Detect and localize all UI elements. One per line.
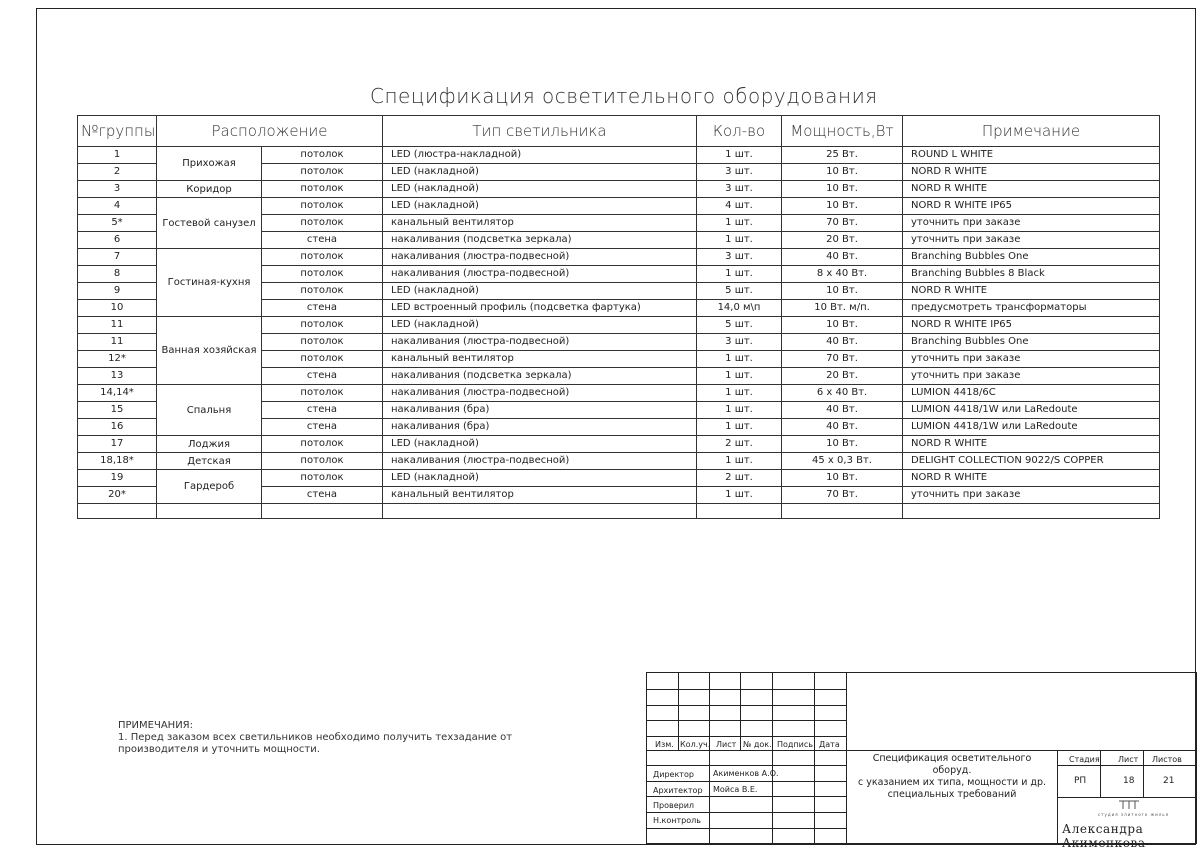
fixture-type-cell: LED (накладной)	[383, 436, 697, 453]
quantity-cell: 1 шт.	[697, 453, 782, 470]
quantity-cell: 4 шт.	[697, 198, 782, 215]
quantity-cell: 2 шт.	[697, 470, 782, 487]
power-cell: 10 Вт. м/п.	[782, 300, 903, 317]
placement-cell: потолок	[262, 334, 383, 351]
fixture-type-cell: LED (люстра-накладной)	[383, 147, 697, 164]
sheet-label: Лист	[1118, 755, 1139, 764]
quantity-cell: 1 шт.	[697, 487, 782, 504]
notes-heading: ПРИМЕЧАНИЯ:	[118, 720, 193, 731]
quantity-cell: 1 шт.	[697, 232, 782, 249]
group-number-cell: 16	[78, 419, 157, 436]
quantity-cell: 5 шт.	[697, 317, 782, 334]
note-cell: LUMION 4418/1W или LaRedoute	[903, 402, 1160, 419]
power-cell: 20 Вт.	[782, 232, 903, 249]
stamp-col-label: Дата	[819, 740, 840, 749]
stamp-grid-line	[846, 750, 1197, 751]
stamp-grid-line	[646, 796, 846, 797]
stamp-col-label: Лист	[716, 740, 737, 749]
note-cell: LUMION 4418/6C	[903, 385, 1160, 402]
power-cell: 10 Вт.	[782, 436, 903, 453]
group-number-cell: 12*	[78, 351, 157, 368]
power-cell: 40 Вт.	[782, 402, 903, 419]
stamp-name-director: Акименков А.О.	[713, 769, 779, 778]
quantity-cell: 1 шт.	[697, 147, 782, 164]
quantity-cell: 2 шт.	[697, 436, 782, 453]
page-title: Спецификация осветительного оборудования	[370, 84, 878, 108]
fixture-type-cell: накаливания (люстра-подвесной)	[383, 249, 697, 266]
header-quantity: Кол-во	[697, 116, 782, 147]
group-number-cell: 13	[78, 368, 157, 385]
stamp-role-director: Директор	[653, 770, 694, 779]
group-number-cell: 11	[78, 317, 157, 334]
stamp-grid-line	[646, 750, 846, 751]
power-cell: 40 Вт.	[782, 419, 903, 436]
note-cell: NORD R WHITE	[903, 436, 1160, 453]
location-cell: Спальня	[157, 385, 262, 436]
placement-cell: потолок	[262, 266, 383, 283]
note-cell: LUMION 4418/1W или LaRedoute	[903, 419, 1160, 436]
studio-name: Александра Акименкова	[1062, 822, 1146, 850]
header-power: Мощность,Вт	[782, 116, 903, 147]
stamp-grid-line	[646, 812, 846, 813]
quantity-cell: 3 шт.	[697, 181, 782, 198]
group-number-cell: 5*	[78, 215, 157, 232]
location-cell: Прихожая	[157, 147, 262, 181]
quantity-cell: 1 шт.	[697, 266, 782, 283]
stamp-grid-line	[646, 689, 846, 690]
stamp-description	[852, 753, 1052, 801]
empty-cell	[157, 504, 262, 519]
stamp-grid-line	[772, 672, 773, 750]
note-cell: NORD R WHITE	[903, 164, 1160, 181]
note-cell: NORD R WHITE	[903, 470, 1160, 487]
stamp-grid-line	[772, 750, 773, 844]
group-number-cell: 15	[78, 402, 157, 419]
table-row	[78, 385, 1160, 402]
group-number-cell: 19	[78, 470, 157, 487]
header-group-num: №группы	[78, 116, 157, 147]
location-cell: Гостевой санузел	[157, 198, 262, 249]
table-row	[78, 317, 1160, 334]
table-row	[78, 436, 1160, 453]
stamp-role-ncontrol: Н.контроль	[653, 816, 701, 825]
stage-label: Стадия	[1069, 755, 1100, 764]
placement-cell: потолок	[262, 215, 383, 232]
placement-cell: стена	[262, 300, 383, 317]
fixture-type-cell: канальный вентилятор	[383, 351, 697, 368]
placement-cell: потолок	[262, 283, 383, 300]
stamp-col-label: № док.	[743, 740, 772, 749]
group-number-cell: 3	[78, 181, 157, 198]
placement-cell: стена	[262, 402, 383, 419]
group-number-cell: 1	[78, 147, 157, 164]
note-cell: предусмотреть трансформаторы	[903, 300, 1160, 317]
stamp-grid-line	[1057, 797, 1197, 798]
location-cell: Лоджия	[157, 436, 262, 453]
placement-cell: потолок	[262, 351, 383, 368]
note-cell: NORD R WHITE	[903, 181, 1160, 198]
power-cell: 10 Вт.	[782, 317, 903, 334]
stamp-grid-line	[709, 750, 710, 844]
placement-cell: стена	[262, 368, 383, 385]
placement-cell: стена	[262, 232, 383, 249]
power-cell: 70 Вт.	[782, 487, 903, 504]
sheets-label: Листов	[1152, 755, 1182, 764]
stamp-grid-line	[646, 765, 846, 766]
stamp-col-label: Подпись	[777, 740, 813, 749]
quantity-cell: 1 шт.	[697, 215, 782, 232]
group-number-cell: 11	[78, 334, 157, 351]
group-number-cell: 18,18*	[78, 453, 157, 470]
quantity-cell: 1 шт.	[697, 419, 782, 436]
power-cell: 25 Вт.	[782, 147, 903, 164]
location-cell: Гостиная-кухня	[157, 249, 262, 317]
fixture-type-cell: накаливания (бра)	[383, 402, 697, 419]
power-cell: 10 Вт.	[782, 470, 903, 487]
stamp-grid-line	[1057, 765, 1197, 766]
note-cell: уточнить при заказе	[903, 232, 1160, 249]
studio-tagline: студия элитного жилья	[1098, 812, 1170, 817]
header-note: Примечание	[903, 116, 1160, 147]
fixture-type-cell: LED (накладной)	[383, 283, 697, 300]
stamp-grid-line	[709, 672, 710, 750]
power-cell: 40 Вт.	[782, 334, 903, 351]
note-cell: уточнить при заказе	[903, 368, 1160, 385]
quantity-cell: 3 шт.	[697, 164, 782, 181]
placement-cell: потолок	[262, 164, 383, 181]
placement-cell: потолок	[262, 385, 383, 402]
group-number-cell: 4	[78, 198, 157, 215]
stamp-grid-line	[646, 705, 846, 706]
fixture-type-cell: канальный вентилятор	[383, 487, 697, 504]
stamp-description-line: Спецификация осветительного оборуд.	[872, 753, 1032, 776]
fixture-type-cell: накаливания (люстра-подвесной)	[383, 453, 697, 470]
power-cell: 20 Вт.	[782, 368, 903, 385]
power-cell: 6 x 40 Вт.	[782, 385, 903, 402]
stamp-grid-line	[814, 750, 815, 844]
placement-cell: потолок	[262, 198, 383, 215]
placement-cell: потолок	[262, 453, 383, 470]
placement-cell: стена	[262, 487, 383, 504]
table-row-empty	[78, 504, 1160, 519]
placement-cell: потолок	[262, 249, 383, 266]
placement-cell: потолок	[262, 470, 383, 487]
placement-cell: стена	[262, 419, 383, 436]
stamp-name-architect: Мойса В.Е.	[713, 785, 758, 794]
placement-cell: потолок	[262, 436, 383, 453]
sheets-value: 21	[1163, 776, 1175, 786]
location-cell: Коридор	[157, 181, 262, 198]
power-cell: 10 Вт.	[782, 164, 903, 181]
notes-block	[118, 720, 512, 756]
fixture-type-cell: накаливания (люстра-подвесной)	[383, 266, 697, 283]
fixture-type-cell: накаливания (подсветка зеркала)	[383, 368, 697, 385]
group-number-cell: 2	[78, 164, 157, 181]
empty-cell	[262, 504, 383, 519]
power-cell: 70 Вт.	[782, 351, 903, 368]
table-row	[78, 181, 1160, 198]
header-fixture-type: Тип светильника	[383, 116, 697, 147]
note-cell: ROUND L WHITE	[903, 147, 1160, 164]
studio-logo-icon	[1118, 800, 1140, 810]
group-number-cell: 8	[78, 266, 157, 283]
quantity-cell: 1 шт.	[697, 368, 782, 385]
fixture-type-cell: LED встроенный профиль (подсветка фартука)	[383, 300, 697, 317]
header-location: Расположение	[157, 116, 383, 147]
fixture-type-cell: накаливания (подсветка зеркала)	[383, 232, 697, 249]
note-cell: Branching Bubbles 8 Black	[903, 266, 1160, 283]
stamp-grid-line	[646, 736, 846, 737]
note-cell: уточнить при заказе	[903, 215, 1160, 232]
sheet-value: 18	[1123, 776, 1135, 786]
quantity-cell: 3 шт.	[697, 249, 782, 266]
table-row	[78, 147, 1160, 164]
empty-cell	[78, 504, 157, 519]
fixture-type-cell: LED (накладной)	[383, 317, 697, 334]
location-cell: Гардероб	[157, 470, 262, 504]
stamp-col-label: Кол.уч.	[680, 740, 711, 749]
quantity-cell: 14,0 м\п	[697, 300, 782, 317]
quantity-cell: 1 шт.	[697, 385, 782, 402]
stamp-description-line: с указанием их типа, мощности и др.	[857, 777, 1047, 788]
stamp-grid-line	[646, 781, 846, 782]
quantity-cell: 3 шт.	[697, 334, 782, 351]
stamp-role-architect: Архитектор	[653, 786, 703, 795]
fixture-type-cell: LED (накладной)	[383, 181, 697, 198]
spec-table	[77, 115, 1160, 519]
notes-line: производителя и уточнить мощности.	[118, 744, 320, 755]
notes-line: 1. Перед заказом всех светильников необходимо получить техзадание от	[118, 732, 513, 743]
fixture-type-cell: накаливания (люстра-подвесной)	[383, 334, 697, 351]
stamp-grid-line	[740, 672, 741, 750]
placement-cell: потолок	[262, 317, 383, 334]
quantity-cell: 5 шт.	[697, 283, 782, 300]
table-row	[78, 249, 1160, 266]
fixture-type-cell: канальный вентилятор	[383, 215, 697, 232]
stamp-description-line: специальных требований	[887, 789, 1017, 800]
note-cell: NORD R WHITE IP65	[903, 198, 1160, 215]
power-cell: 10 Вт.	[782, 198, 903, 215]
location-cell: Ванная хозяйская	[157, 317, 262, 385]
table-header-row	[78, 116, 1160, 147]
group-number-cell: 14,14*	[78, 385, 157, 402]
note-cell: DELIGHT COLLECTION 9022/S COPPER	[903, 453, 1160, 470]
note-cell: уточнить при заказе	[903, 487, 1160, 504]
table-row	[78, 470, 1160, 487]
note-cell: Branching Bubbles One	[903, 334, 1160, 351]
fixture-type-cell: накаливания (бра)	[383, 419, 697, 436]
group-number-cell: 6	[78, 232, 157, 249]
group-number-cell: 20*	[78, 487, 157, 504]
power-cell: 10 Вт.	[782, 181, 903, 198]
stamp-grid-line	[1100, 750, 1101, 797]
table-row	[78, 453, 1160, 470]
stamp-col-label: Изм.	[655, 740, 674, 749]
quantity-cell: 1 шт.	[697, 402, 782, 419]
empty-cell	[903, 504, 1160, 519]
fixture-type-cell: LED (накладной)	[383, 198, 697, 215]
placement-cell: потолок	[262, 181, 383, 198]
power-cell: 40 Вт.	[782, 249, 903, 266]
fixture-type-cell: LED (накладной)	[383, 470, 697, 487]
empty-cell	[782, 504, 903, 519]
location-cell: Детская	[157, 453, 262, 470]
group-number-cell: 7	[78, 249, 157, 266]
group-number-cell: 10	[78, 300, 157, 317]
table-row	[78, 198, 1160, 215]
note-cell: NORD R WHITE IP65	[903, 317, 1160, 334]
fixture-type-cell: накаливания (люстра-подвесной)	[383, 385, 697, 402]
stage-value: РП	[1074, 776, 1087, 786]
stamp-role-checked: Проверил	[653, 801, 695, 810]
note-cell: NORD R WHITE	[903, 283, 1160, 300]
fixture-type-cell: LED (накладной)	[383, 164, 697, 181]
group-number-cell: 9	[78, 283, 157, 300]
note-cell: уточнить при заказе	[903, 351, 1160, 368]
power-cell: 8 x 40 Вт.	[782, 266, 903, 283]
empty-cell	[697, 504, 782, 519]
stamp-grid-line	[1143, 750, 1144, 797]
stamp-grid-line	[646, 720, 846, 721]
stamp-grid-line	[678, 672, 679, 750]
stamp-grid-line	[646, 828, 846, 829]
note-cell: Branching Bubbles One	[903, 249, 1160, 266]
stamp-grid-line	[846, 672, 847, 844]
empty-cell	[383, 504, 697, 519]
power-cell: 45 x 0,3 Вт.	[782, 453, 903, 470]
group-number-cell: 17	[78, 436, 157, 453]
power-cell: 70 Вт.	[782, 215, 903, 232]
quantity-cell: 1 шт.	[697, 351, 782, 368]
power-cell: 10 Вт.	[782, 283, 903, 300]
placement-cell: потолок	[262, 147, 383, 164]
stamp-grid-line	[814, 672, 815, 750]
